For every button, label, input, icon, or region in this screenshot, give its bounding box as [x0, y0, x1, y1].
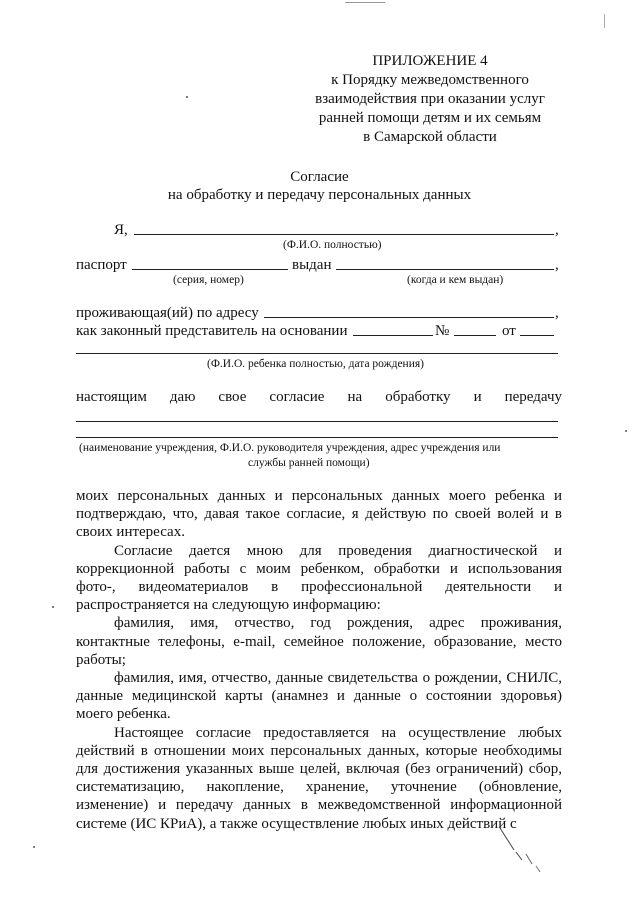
consent-word: на [347, 389, 363, 405]
basis-line[interactable] [353, 335, 433, 336]
label-passport: паспорт [76, 257, 127, 273]
comma: , [555, 305, 559, 321]
fio-hint: (Ф.И.О. полностью) [283, 239, 382, 251]
when-issued-hint: (когда и кем выдан) [407, 274, 504, 286]
pen-stroke-icon [496, 826, 556, 876]
organization-line[interactable] [76, 437, 558, 438]
comma: , [555, 257, 559, 273]
consent-statement [76, 388, 562, 406]
appendix-line: в Самарской области [363, 129, 497, 145]
child-hint: (Ф.И.О. ребенка полностью, дата рождения) [207, 358, 424, 370]
scan-artifact-line [345, 2, 385, 3]
organization-line[interactable] [76, 421, 558, 422]
consent-word: настоящим [76, 389, 147, 405]
consent-word: обработку [385, 389, 451, 405]
address-line[interactable] [264, 317, 554, 318]
consent-word: и [473, 389, 482, 405]
org-hint: (наименование учреждения, Ф.И.О. руководителя учреждения, адрес учреждения или [79, 442, 501, 454]
body-paragraph: моих персональных данных и персональных данных моего ребенка и подтверждаю, что, давая такое согласие, я действую по своей волей и в своих интересах. [76, 488, 562, 541]
document-title: Согласие [290, 169, 349, 185]
fio-field-line[interactable] [134, 234, 554, 235]
appendix-header [300, 52, 560, 147]
consent-word: даю [169, 389, 196, 405]
issued-by-line[interactable] [336, 269, 554, 270]
label-issued: выдан [292, 257, 332, 273]
scan-speck [33, 846, 35, 848]
body-paragraph: фамилия, имя, отчество, год рождения, адрес проживания, контактные телефоны, e-mail, семейное положение, образование, место работы; [76, 615, 562, 668]
scan-artifact-line [604, 14, 605, 28]
appendix-line: взаимодействия при оказании услуг [315, 91, 545, 107]
consent-body [76, 487, 562, 833]
child-fio-line[interactable] [76, 353, 558, 354]
appendix-line: ранней помощи детям и их семьям [318, 110, 542, 126]
scan-speck [625, 430, 627, 432]
passport-number-line[interactable] [132, 269, 288, 270]
consent-word: свое [218, 389, 247, 405]
org-hint: службы ранней помощи) [248, 457, 370, 469]
consent-word: согласие [269, 389, 325, 405]
label-residing: проживающая(ий) по адресу [76, 305, 259, 321]
document-subtitle: на обработку и передачу персональных данных [167, 187, 472, 203]
comma: , [555, 222, 559, 238]
body-paragraph: фамилия, имя, отчество, данные свидетельства о рождении, СНИЛС, данные медицинской карты (анамнез и данные о состоянии здоровья) моего ребенка. [76, 670, 562, 723]
body-paragraph: Согласие дается мною для проведения диагностической и коррекционной работы с моим ребенком, обработки и использования фото-, видеоматериалов в профессиональной деятельности и распространяется на следующую информацию: [76, 542, 562, 614]
consent-word: передачу [504, 389, 562, 405]
label-legal-rep: как законный представитель на основании [76, 323, 348, 339]
doc-number-line[interactable] [454, 335, 496, 336]
appendix-title: ПРИЛОЖЕНИЕ 4 [372, 53, 488, 69]
scan-speck [52, 606, 54, 608]
scan-speck [186, 96, 188, 98]
label-ya: Я, [114, 222, 128, 238]
series-hint: (серия, номер) [173, 274, 244, 286]
number-sign: № [435, 323, 450, 339]
body-paragraph: Настоящее согласие предоставляется на осуществление любых действий в отношении моих персональных данных, которые необходимы для достижения указанных выше целей, включая (без ограничений) сбор, систематизацию, накопление, хранение, уточнение (обновление, изменение) и передачу данных в межведомственной информационной системе (ИС КРиА), а также осуществление любых иных действий с [76, 724, 562, 832]
label-from: от [502, 323, 516, 339]
doc-date-line[interactable] [520, 335, 554, 336]
appendix-line: к Порядку межведомственного [331, 72, 529, 88]
